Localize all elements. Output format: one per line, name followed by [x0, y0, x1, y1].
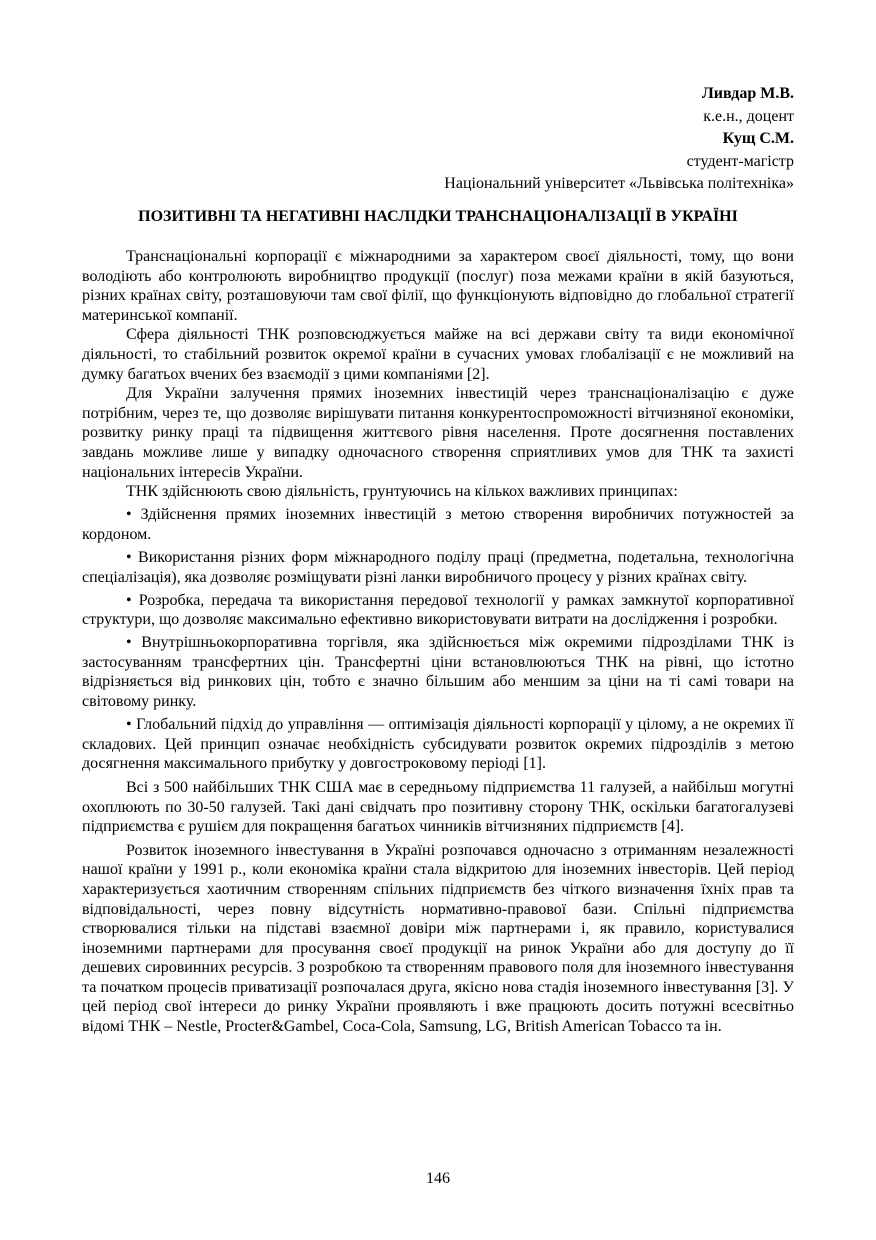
bullet-item: • Використання різних форм міжнародного поділу праці (предметна, подетальна, технологічна спеціалізація), яка дозволяє розміщувати різні ланки виробничого процесу у різних країнах світу. [82, 548, 794, 586]
author-role: студент-магістр [686, 152, 794, 170]
bullet-item: • Розробка, передача та використання передової технології у рамках замкнутої корпоративної структури, що дозволяє максимально ефективно використовувати витрати на дослідження і розробки. [82, 591, 794, 629]
author-block [234, 83, 794, 196]
paragraph: Транснаціональні корпорації є міжнародними за характером своєї діяльності, тому, що вони володіють або контролюють виробництво продукції (послуг) поза межами країни в якій базуються, різних країнах світу, розташовуючи там свої філії, що функціонують відповідно до глобальної стратегії материнської компанії. [82, 248, 794, 324]
paragraph: ТНК здійснюють свою діяльність, грунтуючись на кількох важливих принципах: [126, 483, 678, 501]
author-name: Ливдар М.В. [701, 85, 794, 102]
bullet-item: • Глобальний підхід до управління — оптимізація діяльності корпорації у цілому, а не окремих її складових. Цей принцип означає необхідність субсидувати розвиток окремих підрозділів з метою досягнення максимального прибутку у довгостроковому періоді [1]. [82, 716, 794, 773]
paragraph: Розвиток іноземного інвестування в Україні розпочався одночасно з отриманням незалежності нашої країни у 1991 р., коли економіка країни стала відкритою для іноземних інвесторів. Цей період характеризується хаотичним створенням спільних підприємств без чіткого визначення їхніх прав та відповідальності, через повну відсутність нормативно-правової бази. Спільні підприємства створювалися тільки на підставі взаємної довіри між партнерами і, як правило, користувалися іноземними партнерами для просування своєї продукції на ринок України або для доступу до її дешевих сировинних ресурсів. З розробкою та створенням правового поля для іноземного інвестування та початком процесів приватизації розпочалася друга, якісно нова стадія іноземного інвестування [3]. У цей період свої інтереси до ринку України проявляють і вже працюють досить потужні всесвітньо відомі ТНК – Nestle, Procter&Gambel, Coca-Cola, Samsung, LG, British American Tobacco та ін. [82, 841, 794, 1036]
bullet-item: • Здійснення прямих іноземних інвестицій з метою створення виробничих потужностей за кордоном. [82, 506, 794, 543]
paper-body [82, 247, 794, 1037]
bullet-item: • Внутрішньокорпоративна торгівля, яка здійснюється між окремими підрозділами ТНК із застосуванням трансфертних цін. Трансфертні ціни встановлюються ТНК на рівні, що істотно відрізняється від ринкових цін, тобто є значно більшим або меншим за ціни на ті самі товари на світовому ринку. [82, 634, 794, 711]
paragraph: Для України залучення прямих іноземних інвестицій через транснаціоналізацію є дуже потрібним, через те, що дозволяє вирішувати питання конкурентоспроможності вітчизняної економіки, розвитку ринку праці та підвищення життєвого рівня населення. Проте досягнення поставлених завдань можливе лише у випадку одночасного створення сприятливих умов для ТНК та захисті національних інтересів України. [82, 385, 794, 481]
paragraph: Сфера діяльності ТНК розповсюджується майже на всі держави світу та види економічної діяльності, то стабільний розвиток окремої країни в сучасних умовах глобалізації є не можливий на думку багатьох вчених без взаємодії з цими компаніями [2]. [82, 326, 794, 383]
paragraph: Всі з 500 найбільших ТНК США має в середньому підприємства 11 галузей, а найбільш могутні охоплюють по 30-50 галузей. Такі дані свідчать про позитивну сторону ТНК, оскільки багатогалузеві підприємства є рушієм для покращення багатьох чинників вітчизняних підприємств [4]. [82, 778, 794, 836]
author-role: к.е.н., доцент [703, 107, 794, 125]
paper-title: ПОЗИТИВНІ ТА НЕГАТИВНІ НАСЛІДКИ ТРАНСНАЦІОНАЛІЗАЦІЇ В УКРАЇНІ [138, 208, 738, 225]
author-name: Кущ С.М. [722, 130, 794, 147]
page-number: 146 [426, 1170, 450, 1187]
affiliation: Національний університет «Львівська політехніка» [444, 175, 794, 192]
